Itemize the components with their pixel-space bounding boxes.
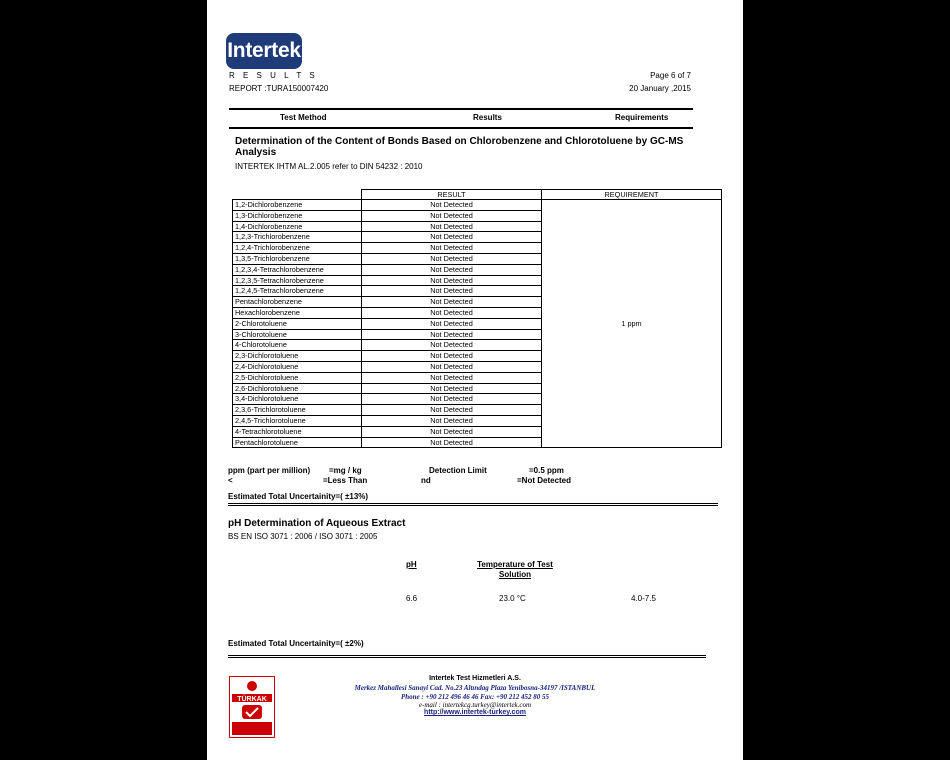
header-rule-top xyxy=(229,108,693,110)
legend-lt-eq: =Less Than xyxy=(323,476,368,485)
report-page xyxy=(207,0,743,760)
divider-1b xyxy=(228,505,718,506)
divider-2a xyxy=(228,655,706,656)
compound-result: Not Detected xyxy=(362,437,542,448)
intertek-logo: Intertek xyxy=(226,33,302,69)
compound-name: 2,4-Dichlorotoluene xyxy=(233,361,362,372)
footer-company: Intertek Test Hizmetleri A.S. xyxy=(429,675,521,682)
compound-result: Not Detected xyxy=(362,232,542,243)
compound-name: Pentachlorobenzene xyxy=(233,297,362,308)
compound-name: 1,2-Dichlorobenzene xyxy=(233,200,362,211)
result-header: RESULT xyxy=(362,190,542,200)
legend-dl-eq: =0.5 ppm xyxy=(529,466,564,475)
compound-name: 3,4-Dichlorotoluene xyxy=(233,394,362,405)
compound-name: 2,5-Dichlorotoluene xyxy=(233,372,362,383)
table-row xyxy=(233,200,722,211)
compound-result: Not Detected xyxy=(362,243,542,254)
page-number: Page 6 of 7 xyxy=(650,71,691,80)
footer-phone: Phone : +90 212 496 46 46 Fax: +90 212 452 80 55 xyxy=(401,693,549,701)
compound-name: 1,4-Dichlorobenzene xyxy=(233,221,362,232)
compound-name: 1,2,3,4-Tetrachlorobenzene xyxy=(233,264,362,275)
legend-ppm: ppm (part per million) xyxy=(228,466,311,475)
compound-result: Not Detected xyxy=(362,286,542,297)
section1-standard: INTERTEK IHTM AL.2.005 refer to DIN 54232 : 2010 xyxy=(235,162,423,171)
compound-result: Not Detected xyxy=(362,415,542,426)
section2-title: pH Determination of Aqueous Extract xyxy=(228,518,406,529)
compound-result: Not Detected xyxy=(362,361,542,372)
compound-result: Not Detected xyxy=(362,275,542,286)
col-test-method: Test Method xyxy=(280,113,327,122)
compound-name: 1,3,5-Trichlorobenzene xyxy=(233,253,362,264)
divider-1a xyxy=(228,503,718,504)
col-requirements: Requirements xyxy=(615,113,669,122)
compound-name: 2,3,6-Trichlorotoluene xyxy=(233,405,362,416)
table-header-row xyxy=(233,190,722,200)
compound-result: Not Detected xyxy=(362,340,542,351)
compound-name: 2,6-Dichlorotoluene xyxy=(233,383,362,394)
turkak-seal-icon xyxy=(230,677,274,737)
compound-result: Not Detected xyxy=(362,307,542,318)
section1-uncertainty: Estimated Total Uncertainity=( ±13%) xyxy=(228,492,369,501)
compound-name: 1,2,3,5-Tetrachlorobenzene xyxy=(233,275,362,286)
temp-value: 23.0 °C xyxy=(499,594,526,603)
compound-result: Not Detected xyxy=(362,221,542,232)
legend-dl: Detection Limit xyxy=(429,466,487,475)
compound-name: 2,4,5-Trichlorotoluene xyxy=(233,415,362,426)
section-label: R E S U L T S xyxy=(229,71,318,80)
compound-result: Not Detected xyxy=(362,329,542,340)
compound-result: Not Detected xyxy=(362,253,542,264)
compound-result: Not Detected xyxy=(362,372,542,383)
table-corner xyxy=(233,190,362,200)
compound-name: 1,3-Dichlorobenzene xyxy=(233,210,362,221)
ph-header: pH xyxy=(406,560,417,569)
compound-name: 4-Tetrachlorotoluene xyxy=(233,426,362,437)
turkak-seal xyxy=(229,676,275,738)
compound-name: Pentachlorotoluene xyxy=(233,437,362,448)
results-table xyxy=(232,189,722,448)
seal-text: TÜRKAK xyxy=(237,696,267,703)
compound-name: 4-Chlorotoluene xyxy=(233,340,362,351)
report-date: 20 January ,2015 xyxy=(629,84,691,93)
compound-name: Hexachlorobenzene xyxy=(233,307,362,318)
footer-address: Merkez Mahallesi Sanayi Cad. No.23 Altındag Plaza Yenibosna-34197 /ISTANBUL xyxy=(354,684,596,692)
report-number: REPORT :TURA150007420 xyxy=(229,84,329,93)
ph-requirement: 4.0-7.5 xyxy=(631,594,656,603)
compound-result: Not Detected xyxy=(362,383,542,394)
compound-name: 1,2,4,5-Tetrachlorobenzene xyxy=(233,286,362,297)
compound-result: Not Detected xyxy=(362,426,542,437)
legend-nd-eq: =Not Detected xyxy=(517,476,572,485)
ph-value: 6.6 xyxy=(406,594,418,603)
header-rule-bottom xyxy=(229,127,693,129)
temp-header-line2: Solution xyxy=(499,570,531,579)
footer-website-link[interactable]: http://www.intertek-turkey.com xyxy=(424,709,526,716)
compound-name: 3-Chlorotoluene xyxy=(233,329,362,340)
compound-result: Not Detected xyxy=(362,297,542,308)
compound-result: Not Detected xyxy=(362,405,542,416)
divider-2b xyxy=(228,657,706,658)
compound-name: 2,3-Dichlorotoluene xyxy=(233,351,362,362)
compound-result: Not Detected xyxy=(362,394,542,405)
compound-result: Not Detected xyxy=(362,264,542,275)
legend-lt: < xyxy=(228,476,233,485)
compound-name: 2-Chlorotoluene xyxy=(233,318,362,329)
compound-name: 1,2,3-Trichlorobenzene xyxy=(233,232,362,243)
requirement-header: REQUIREMENT xyxy=(542,190,722,200)
compound-result: Not Detected xyxy=(362,351,542,362)
section1-title: Determination of the Content of Bonds Based on Chlorobenzene and Chlorotoluene by GC-MS Analysis xyxy=(235,136,684,158)
col-results: Results xyxy=(473,113,502,122)
compound-result: Not Detected xyxy=(362,318,542,329)
section2-uncertainty: Estimated Total Uncertainity=( ±2%) xyxy=(228,639,364,648)
compound-name: 1,2,4-Trichlorobenzene xyxy=(233,243,362,254)
requirement-value: 1 ppm xyxy=(542,200,722,448)
compound-result: Not Detected xyxy=(362,200,542,211)
compound-result: Not Detected xyxy=(362,210,542,221)
section2-standard: BS EN ISO 3071 : 2006 / ISO 3071 : 2005 xyxy=(228,532,378,541)
temp-header-line1: Temperature of Test xyxy=(477,560,553,569)
legend-nd: nd xyxy=(421,476,431,485)
legend-ppm-eq: =mg / kg xyxy=(329,466,362,475)
footer-email: e-mail : intertekcg.turkey@intertek.com xyxy=(418,701,532,709)
